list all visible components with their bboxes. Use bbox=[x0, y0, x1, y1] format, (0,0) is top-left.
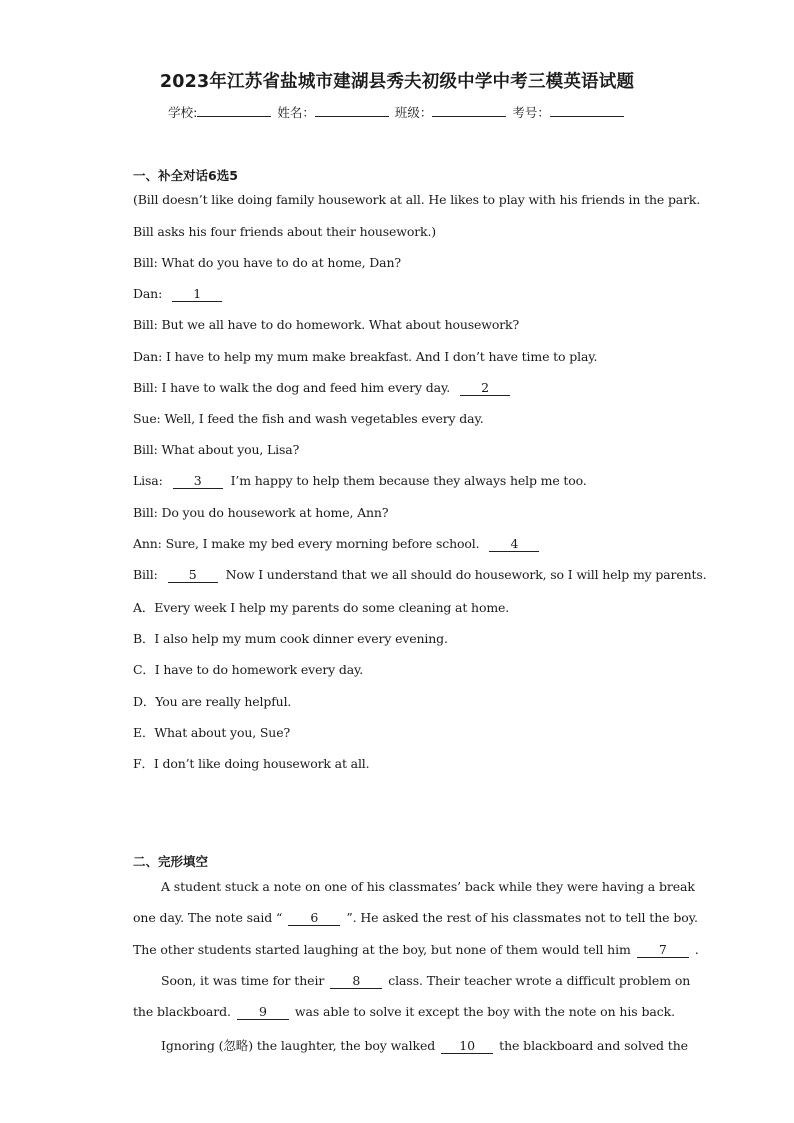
answer-blank[interactable]: 10 bbox=[441, 1038, 493, 1054]
section2-heading: 二、完形填空 bbox=[133, 854, 209, 869]
passage-text: class. Their teacher wrote a difficult problem on bbox=[388, 972, 691, 988]
option-item: B．I also help my mum cook dinner every evening. bbox=[133, 631, 448, 647]
answer-blank[interactable]: 8 bbox=[330, 973, 382, 989]
name-label: 姓名： bbox=[277, 105, 315, 120]
dialogue-text: Dan: bbox=[133, 286, 163, 302]
class-label: 班级： bbox=[394, 105, 433, 120]
dialogue-text: Dan: I have to help my mum make breakfast. And I don’t have time to play. bbox=[133, 348, 598, 364]
answer-blank[interactable]: 2 bbox=[460, 381, 510, 396]
passage-text: the blackboard. bbox=[133, 1004, 231, 1020]
dialogue-line bbox=[133, 505, 388, 520]
passage-line bbox=[133, 972, 691, 989]
passage-text: one day. The note said “ bbox=[133, 910, 283, 926]
passage-line bbox=[133, 879, 695, 894]
answer-blank[interactable]: 6 bbox=[288, 910, 340, 926]
passage-text: ”. He asked the rest of his classmates not to tell the boy. bbox=[346, 910, 698, 926]
option-item: C．I have to do homework every day. bbox=[133, 662, 364, 678]
option-item: D．You are really helpful. bbox=[133, 693, 292, 709]
school-field[interactable] bbox=[197, 104, 271, 117]
section1-heading: 一、补全对话6选5 bbox=[133, 168, 238, 183]
passage-line bbox=[133, 1036, 688, 1054]
dialogue-text: Ann: Sure, I make my bed every morning before school. bbox=[133, 535, 480, 551]
answer-blank[interactable]: 5 bbox=[168, 568, 218, 583]
dialogue-line bbox=[133, 349, 597, 364]
dialogue-line bbox=[133, 567, 706, 583]
student-info-row bbox=[0, 103, 794, 121]
dialogue-text: Bill: What about you, Lisa? bbox=[133, 442, 300, 458]
dialogue-text: Lisa: bbox=[133, 473, 163, 489]
dialogue-text: Bill: Do you do housework at home, Ann? bbox=[133, 504, 389, 520]
answer-blank[interactable]: 4 bbox=[489, 537, 539, 552]
answer-blank[interactable]: 1 bbox=[172, 287, 222, 302]
class-field[interactable] bbox=[432, 104, 506, 117]
passage-text: the blackboard and solved the bbox=[499, 1037, 688, 1053]
option-item: F．I don’t like doing housework at all. bbox=[133, 756, 370, 771]
option-item: A．Every week I help my parents do some cleaning at home. bbox=[133, 600, 510, 615]
answer-blank[interactable]: 3 bbox=[173, 474, 223, 489]
answer-blank[interactable]: 7 bbox=[637, 942, 689, 958]
option-item: E．What about you, Sue? bbox=[133, 724, 290, 740]
dialogue-line bbox=[133, 380, 514, 396]
dialogue-text: Bill: bbox=[133, 567, 158, 582]
passage-line bbox=[133, 1004, 675, 1020]
dialogue-text: Bill: I have to walk the dog and feed him every day. bbox=[133, 379, 451, 395]
answer-blank[interactable]: 9 bbox=[237, 1004, 289, 1020]
school-label: 学校: bbox=[168, 105, 198, 120]
dialogue-text: Bill: But we all have to do homework. What about housework? bbox=[133, 317, 520, 333]
passage-text: . bbox=[694, 941, 699, 957]
dialogue-line bbox=[133, 317, 519, 332]
dialogue-text: I’m happy to help them because they always help me too. bbox=[230, 473, 587, 489]
passage-text: A student stuck a note on one of his classmates’ back while they were having a break bbox=[161, 879, 695, 894]
dialogue-line bbox=[133, 536, 543, 552]
passage-text: Soon, it was time for their bbox=[161, 972, 325, 988]
dialogue-line bbox=[133, 286, 226, 302]
dialogue-text: Sue: Well, I feed the fish and wash vegetables every day. bbox=[133, 411, 484, 426]
passage-text: Ignoring (忽略) the laughter, the boy walked bbox=[161, 1037, 436, 1053]
intro-line-1: (Bill doesn’t like doing family housework at all. He likes to play with his friends in the park. bbox=[133, 192, 701, 207]
exam-title: 2023年江苏省盐城市建湖县秀夫初级中学中考三模英语试题 bbox=[159, 72, 635, 92]
passage-text: The other students started laughing at the boy, but none of them would tell him bbox=[133, 941, 631, 957]
intro-line-2: Bill asks his four friends about their housework.) bbox=[133, 224, 437, 239]
exam-number-label: 考号： bbox=[512, 105, 550, 120]
passage-line bbox=[133, 910, 698, 926]
exam-number-field[interactable] bbox=[550, 104, 624, 117]
name-field[interactable] bbox=[315, 104, 389, 117]
passage-text: was able to solve it except the boy with the note on his back. bbox=[294, 1004, 675, 1020]
dialogue-line bbox=[133, 442, 299, 457]
dialogue-text: Now I understand that we all should do housework, so I will help my parents. bbox=[225, 567, 707, 582]
dialogue-line bbox=[133, 255, 401, 270]
dialogue-text: Bill: What do you have to do at home, Dan? bbox=[133, 255, 401, 270]
passage-line bbox=[133, 941, 699, 958]
dialogue-line bbox=[133, 473, 587, 489]
dialogue-line bbox=[133, 411, 484, 426]
